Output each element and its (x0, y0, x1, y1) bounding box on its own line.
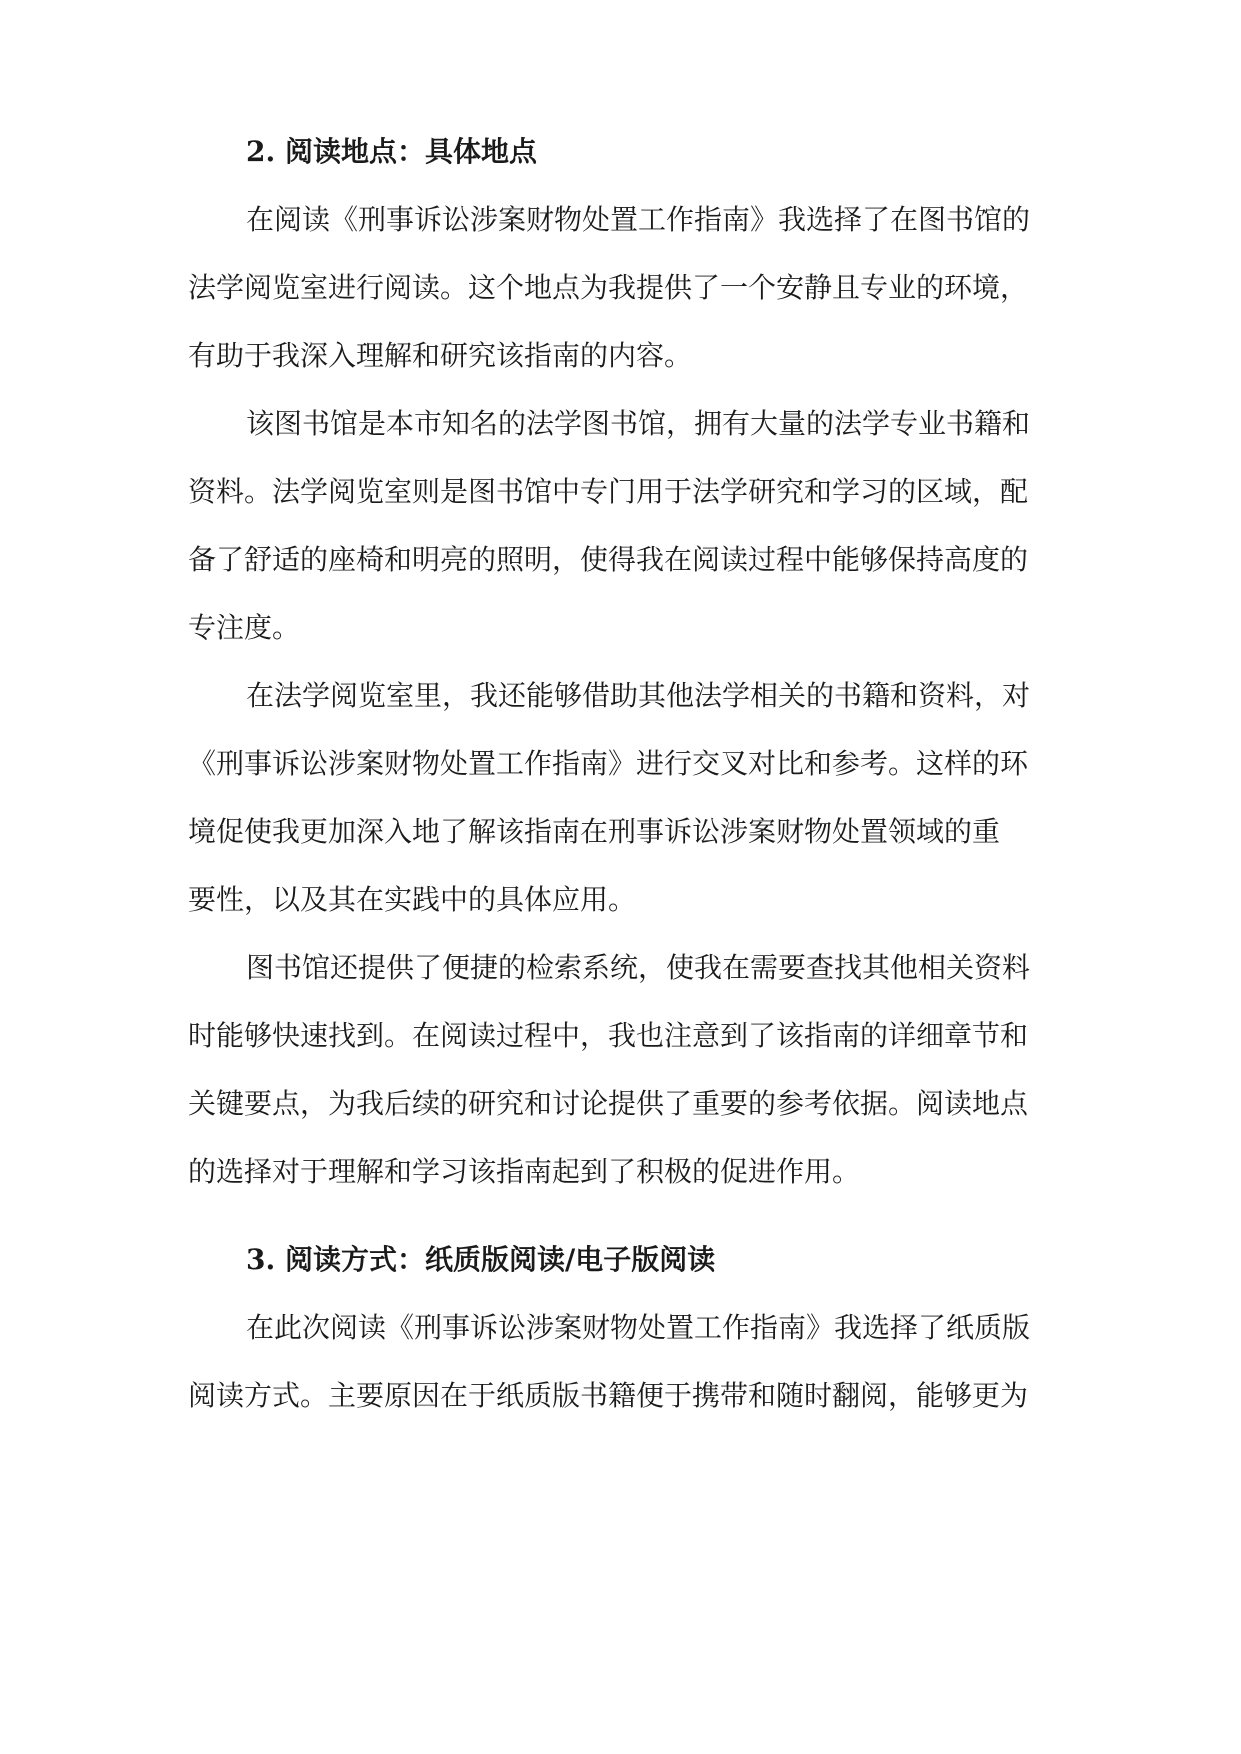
paragraph-line: 阅读方式。主要原因在于纸质版书籍便于携带和随时翻阅，能够更为 (188, 1379, 1029, 1412)
paragraph-line: 的选择对于理解和学习该指南起到了积极的促进作用。 (188, 1155, 861, 1188)
paragraph-line: 有助于我深入理解和研究该指南的内容。 (188, 339, 693, 372)
paragraph-line: 要性，以及其在实践中的具体应用。 (188, 883, 637, 916)
paragraph-line: 法学阅览室进行阅读。这个地点为我提供了一个安静且专业的环境， (188, 271, 1029, 304)
paragraph-line: 图书馆还提供了便捷的检索系统，使我在需要查找其他相关资料 (246, 951, 1031, 984)
paragraph-line: 关键要点，为我后续的研究和讨论提供了重要的参考依据。阅读地点 (188, 1087, 1029, 1120)
paragraph-line: 境促使我更加深入地了解该指南在刑事诉讼涉案财物处置领域的重 (188, 815, 1001, 848)
paragraph-line: 在法学阅览室里，我还能够借助其他法学相关的书籍和资料，对 (246, 679, 1031, 712)
paragraph-line: 专注度。 (188, 611, 301, 644)
paragraph-line: 备了舒适的座椅和明亮的照明，使得我在阅读过程中能够保持高度的 (188, 543, 1029, 576)
paragraph-line: 该图书馆是本市知名的法学图书馆，拥有大量的法学专业书籍和 (246, 407, 1031, 440)
paragraph-line: 资料。法学阅览室则是图书馆中专门用于法学研究和学习的区域，配 (188, 475, 1029, 508)
paragraph-line: 时能够快速找到。在阅读过程中，我也注意到了该指南的详细章节和 (188, 1019, 1029, 1052)
section-2-heading: 2. 阅读地点：具体地点 (246, 135, 537, 168)
paragraph-line: 在阅读《刑事诉讼涉案财物处置工作指南》我选择了在图书馆的 (246, 203, 1031, 236)
paragraph-line: 《刑事诉讼涉案财物处置工作指南》进行交叉对比和参考。这样的环 (188, 747, 1029, 780)
paragraph-line: 在此次阅读《刑事诉讼涉案财物处置工作指南》我选择了纸质版 (246, 1311, 1031, 1344)
section-3-heading: 3. 阅读方式：纸质版阅读/电子版阅读 (246, 1243, 716, 1276)
